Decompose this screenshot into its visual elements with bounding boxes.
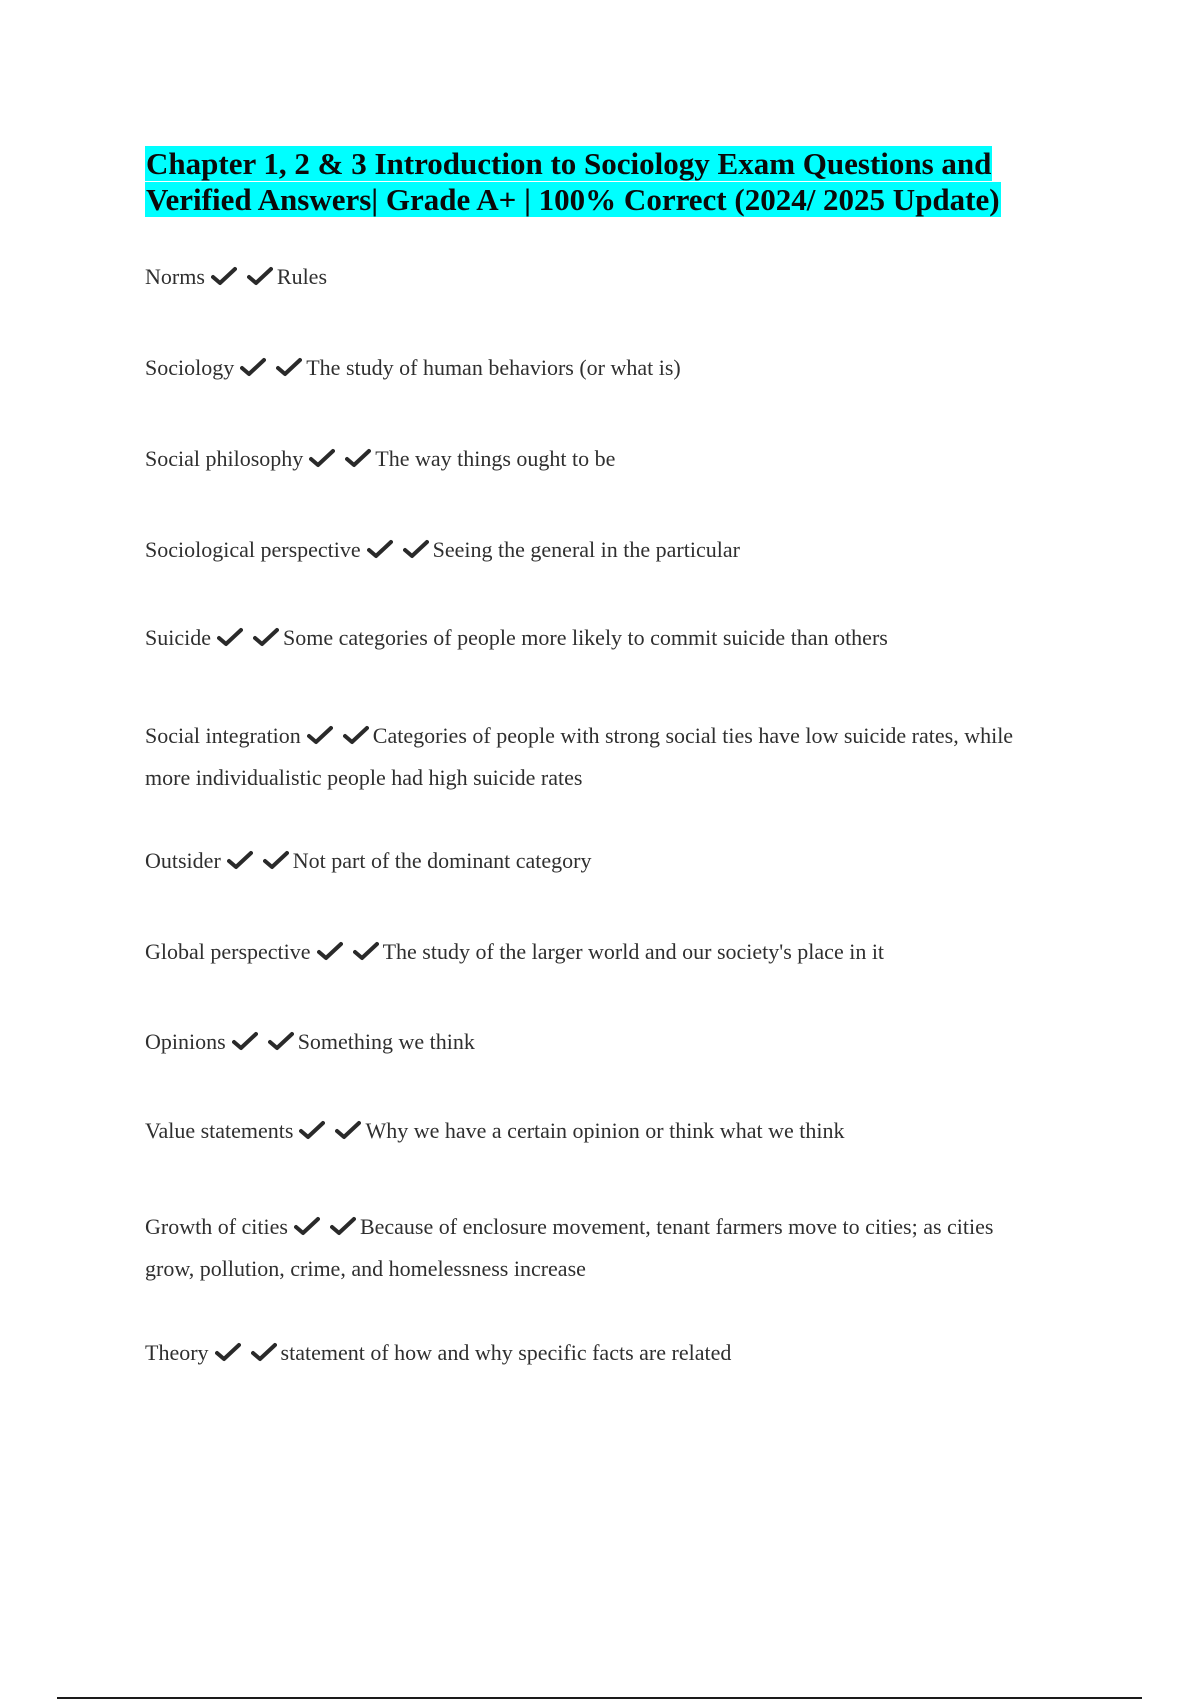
checkmark-icon [335,1120,361,1140]
entry-term: Sociological perspective [145,537,361,562]
checkmark-icon [330,1216,356,1236]
checkmark-icon [307,725,333,745]
entry-term: Theory [145,1340,209,1365]
checkmark-icon [215,1342,241,1362]
checkmark-icon [211,266,237,286]
checkmark-icon [309,448,335,468]
entry-definition: Because of enclosure movement, tenant farmers move to cities; as cities grow, pollution, crime, and homelessness increase [145,1214,994,1281]
checkmark-icon [299,1120,325,1140]
entry-definition: statement of how and why specific facts are related [280,1340,732,1365]
entry-term: Opinions [145,1029,226,1054]
entry-term: Sociology [145,355,235,380]
checkmark-icon [403,539,429,559]
entry-social-philosophy [145,438,1045,480]
checkmark-icon [294,1216,320,1236]
entry-term: Suicide [145,625,211,650]
entry-outsider [145,840,1045,882]
entry-theory [145,1332,1045,1374]
entry-definition: Categories of people with strong social ties have low suicide rates, while more individualistic people had high suicide rates [145,723,1014,790]
entry-term: Norms [145,264,205,289]
entry-sociological-perspective [145,529,1045,571]
checkmark-icon [253,627,279,647]
entry-definition: Rules [276,264,328,289]
document-title [145,146,1045,218]
checkmark-icon [263,850,289,870]
title-highlight: Chapter 1, 2 & 3 Introduction to Sociology Exam Questions and Verified Answers| Grade A+ | 100% Correct (2024/ 2025 Update) [146,146,1000,217]
entry-norms [145,256,1045,298]
entry-definition: Not part of the dominant category [292,848,592,873]
checkmark-icon [227,850,253,870]
checkmark-icon [367,539,393,559]
checkmark-icon [240,357,266,377]
entry-suicide [145,617,1045,659]
entry-definition: Some categories of people more likely to commit suicide than others [283,625,888,650]
entry-definition: The study of the larger world and our society's place in it [382,939,885,964]
checkmark-icon [317,941,343,961]
entry-definition: Something we think [297,1029,475,1054]
checkmark-icon [353,941,379,961]
entry-term: Outsider [145,848,221,873]
entry-social-integration [145,715,1045,799]
entry-opinions [145,1021,1045,1063]
entry-term: Social philosophy [145,446,304,471]
entry-term: Global perspective [145,939,311,964]
checkmark-icon [232,1031,258,1051]
checkmark-icon [268,1031,294,1051]
entry-value-statements [145,1110,1045,1152]
entry-definition: The way things ought to be [375,446,616,471]
entry-definition: Why we have a certain opinion or think what we think [365,1118,845,1143]
checkmark-icon [251,1342,277,1362]
checkmark-icon [217,627,243,647]
entry-definition: The study of human behaviors (or what is) [306,355,681,380]
checkmark-icon [345,448,371,468]
footer-divider [57,1697,1142,1699]
checkmark-icon [247,266,273,286]
entry-global-perspective [145,931,1045,973]
entry-growth-of-cities [145,1206,1045,1290]
entry-term: Social integration [145,723,301,748]
entry-definition: Seeing the general in the particular [432,537,740,562]
entry-term: Growth of cities [145,1214,288,1239]
checkmark-icon [343,725,369,745]
entry-term: Value statements [145,1118,294,1143]
checkmark-icon [276,357,302,377]
entry-sociology [145,347,1045,389]
